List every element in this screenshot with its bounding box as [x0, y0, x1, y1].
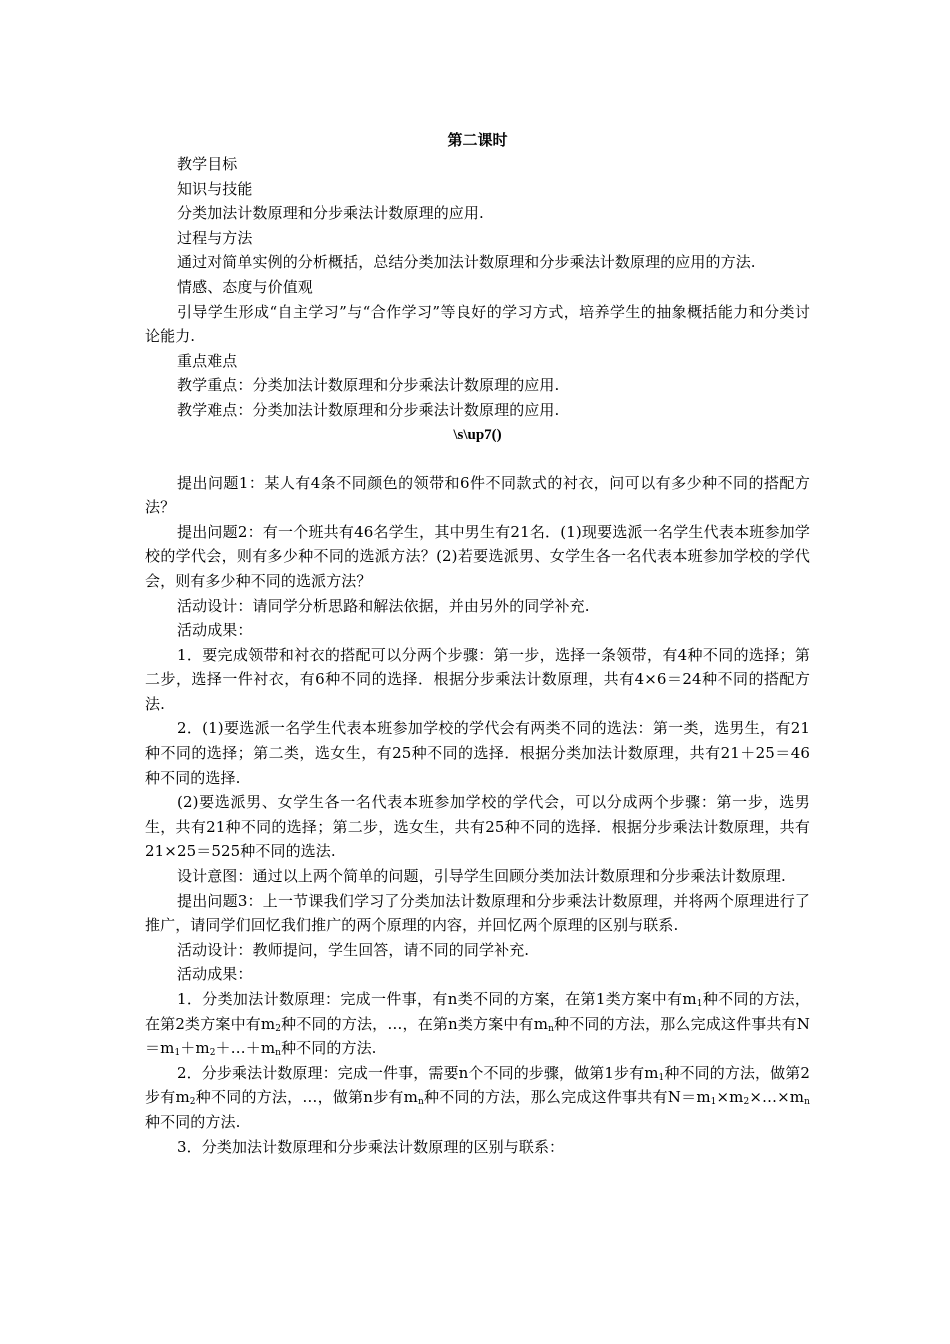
paragraph: 情感、态度与价值观 — [177, 277, 313, 296]
paragraph: 活动设计：请同学分析思路和解法依据，并由另外的同学补充. — [177, 596, 590, 615]
paragraph: 活动成果： — [177, 621, 253, 640]
section-title: \s\up7() — [453, 426, 502, 443]
text-run: ＋…＋m — [215, 1039, 276, 1058]
subscript: 1 — [696, 999, 703, 1009]
paragraph: 教学重点：分类加法计数原理和分步乘法计数原理的应用. — [177, 376, 560, 395]
subscript: n — [548, 1023, 554, 1034]
text-run: 种不同的方法，在第2类方案中有m — [145, 990, 810, 1033]
text-run: 种不同的方法，…，做第n步有m — [195, 1088, 418, 1107]
text-run: 种不同的方法. — [281, 1039, 377, 1058]
multiplication-principle-paragraph — [145, 1061, 810, 1135]
text-run: 种不同的方法，…，在第n类方案中有m — [281, 1014, 549, 1033]
subscript: 2 — [275, 1023, 282, 1034]
paragraph: 分类加法计数原理和分步乘法计数原理的应用. — [177, 204, 484, 223]
paragraph: 设计意图：通过以上两个简单的问题，引导学生回顾分类加法计数原理和分步乘法计数原理. — [177, 867, 786, 886]
objectives-section — [145, 152, 810, 423]
text-run: 1．分类加法计数原理：完成一件事，有n类不同的方案，在第1类方案中有m — [177, 990, 697, 1008]
subscript: 2 — [189, 1097, 196, 1108]
text-run: 种不同的方法，做第2步有m — [145, 1063, 811, 1107]
text-run: ×m — [716, 1088, 744, 1107]
paragraph: 提出问题3：上一节课我们学习了分类加法计数原理和分步乘法计数原理，并将两个原理进行了推广，请同学们回忆我们推广的两个原理的内容，并回忆两个原理的区别与联系. — [145, 891, 810, 935]
paragraph: 2．(1)要选派一名学生代表本班参加学校的学代会有两类不同的选法：第一类，选男生，有21种不同的选择；第二类，选女生，有25种不同的选择．根据分类加法计数原理，共有21＋25＝46种不同的选择. — [145, 719, 810, 787]
document-page — [145, 128, 810, 1159]
paragraph: 提出问题1：某人有4条不同颜色的领带和6件不同款式的衬衣，问可以有多少种不同的搭配方法？ — [145, 473, 810, 517]
paragraph: 活动设计：教师提问，学生回答，请不同的同学补充. — [177, 940, 530, 959]
paragraph: 引导学生形成“自主学习”与“合作学习”等良好的学习方式，培养学生的抽象概括能力和分类讨论能力. — [145, 302, 810, 346]
paragraph: 重点难点 — [177, 351, 238, 370]
paragraph: 通过对简单实例的分析概括，总结分类加法计数原理和分步乘法计数原理的应用的方法. — [177, 253, 756, 272]
subscript: 2 — [743, 1097, 750, 1108]
subscript: n — [275, 1048, 282, 1059]
lesson-title: 第二课时 — [447, 131, 508, 149]
subscript: 1 — [174, 1048, 181, 1059]
subscript: 1 — [710, 1097, 717, 1108]
text-run: ×…×m — [749, 1088, 805, 1107]
text-run: 2．分步乘法计数原理：完成一件事，需要n个不同的步骤，做第1步有m — [177, 1063, 659, 1082]
paragraph: 过程与方法 — [177, 228, 253, 247]
subscript: n — [804, 1097, 810, 1108]
paragraph: 教学目标 — [177, 155, 238, 173]
main-section — [145, 471, 810, 1160]
paragraph: 3．分类加法计数原理和分步乘法计数原理的区别与联系： — [177, 1137, 565, 1156]
paragraph: 活动成果： — [177, 965, 253, 984]
paragraph: 教学难点：分类加法计数原理和分步乘法计数原理的应用. — [177, 400, 560, 419]
paragraph: 1．要完成领带和衬衣的搭配可以分两个步骤：第一步，选择一条领带，有4种不同的选择；第二步，选择一件衬衣，有6种不同的选择．根据分步乘法计数原理，共有4×6＝24种不同的搭配方法. — [145, 645, 810, 713]
subscript: n — [418, 1097, 424, 1108]
text-run: 种不同的方法，那么完成这件事共有N＝m — [423, 1088, 711, 1107]
subscript: 2 — [209, 1048, 216, 1059]
addition-principle-paragraph — [145, 987, 810, 1061]
paragraph: (2)要选派男、女学生各一名代表本班参加学校的学代会，可以分成两个步骤：第一步，选男生，共有21种不同的选择；第二步，选女生，共有25种不同的选择．根据分步乘法计数原理，共有21×25＝525种不同的选法. — [145, 793, 810, 861]
subscript: 1 — [658, 1072, 665, 1083]
paragraph: 提出问题2：有一个班共有46名学生，其中男生有21名．(1)现要选派一名学生代表本班参加学校的学代会，则有多少种不同的选派方法？(2)若要选派男、女学生各一名代表本班参加学校的学代会，则有多少种不同的选派方法？ — [145, 522, 810, 590]
text-run: 种不同的方法，那么完成这件事共有N＝m — [145, 1014, 811, 1058]
text-run: 种不同的方法. — [145, 1112, 241, 1131]
paragraph: 知识与技能 — [177, 179, 253, 198]
text-run: ＋m — [180, 1039, 210, 1058]
